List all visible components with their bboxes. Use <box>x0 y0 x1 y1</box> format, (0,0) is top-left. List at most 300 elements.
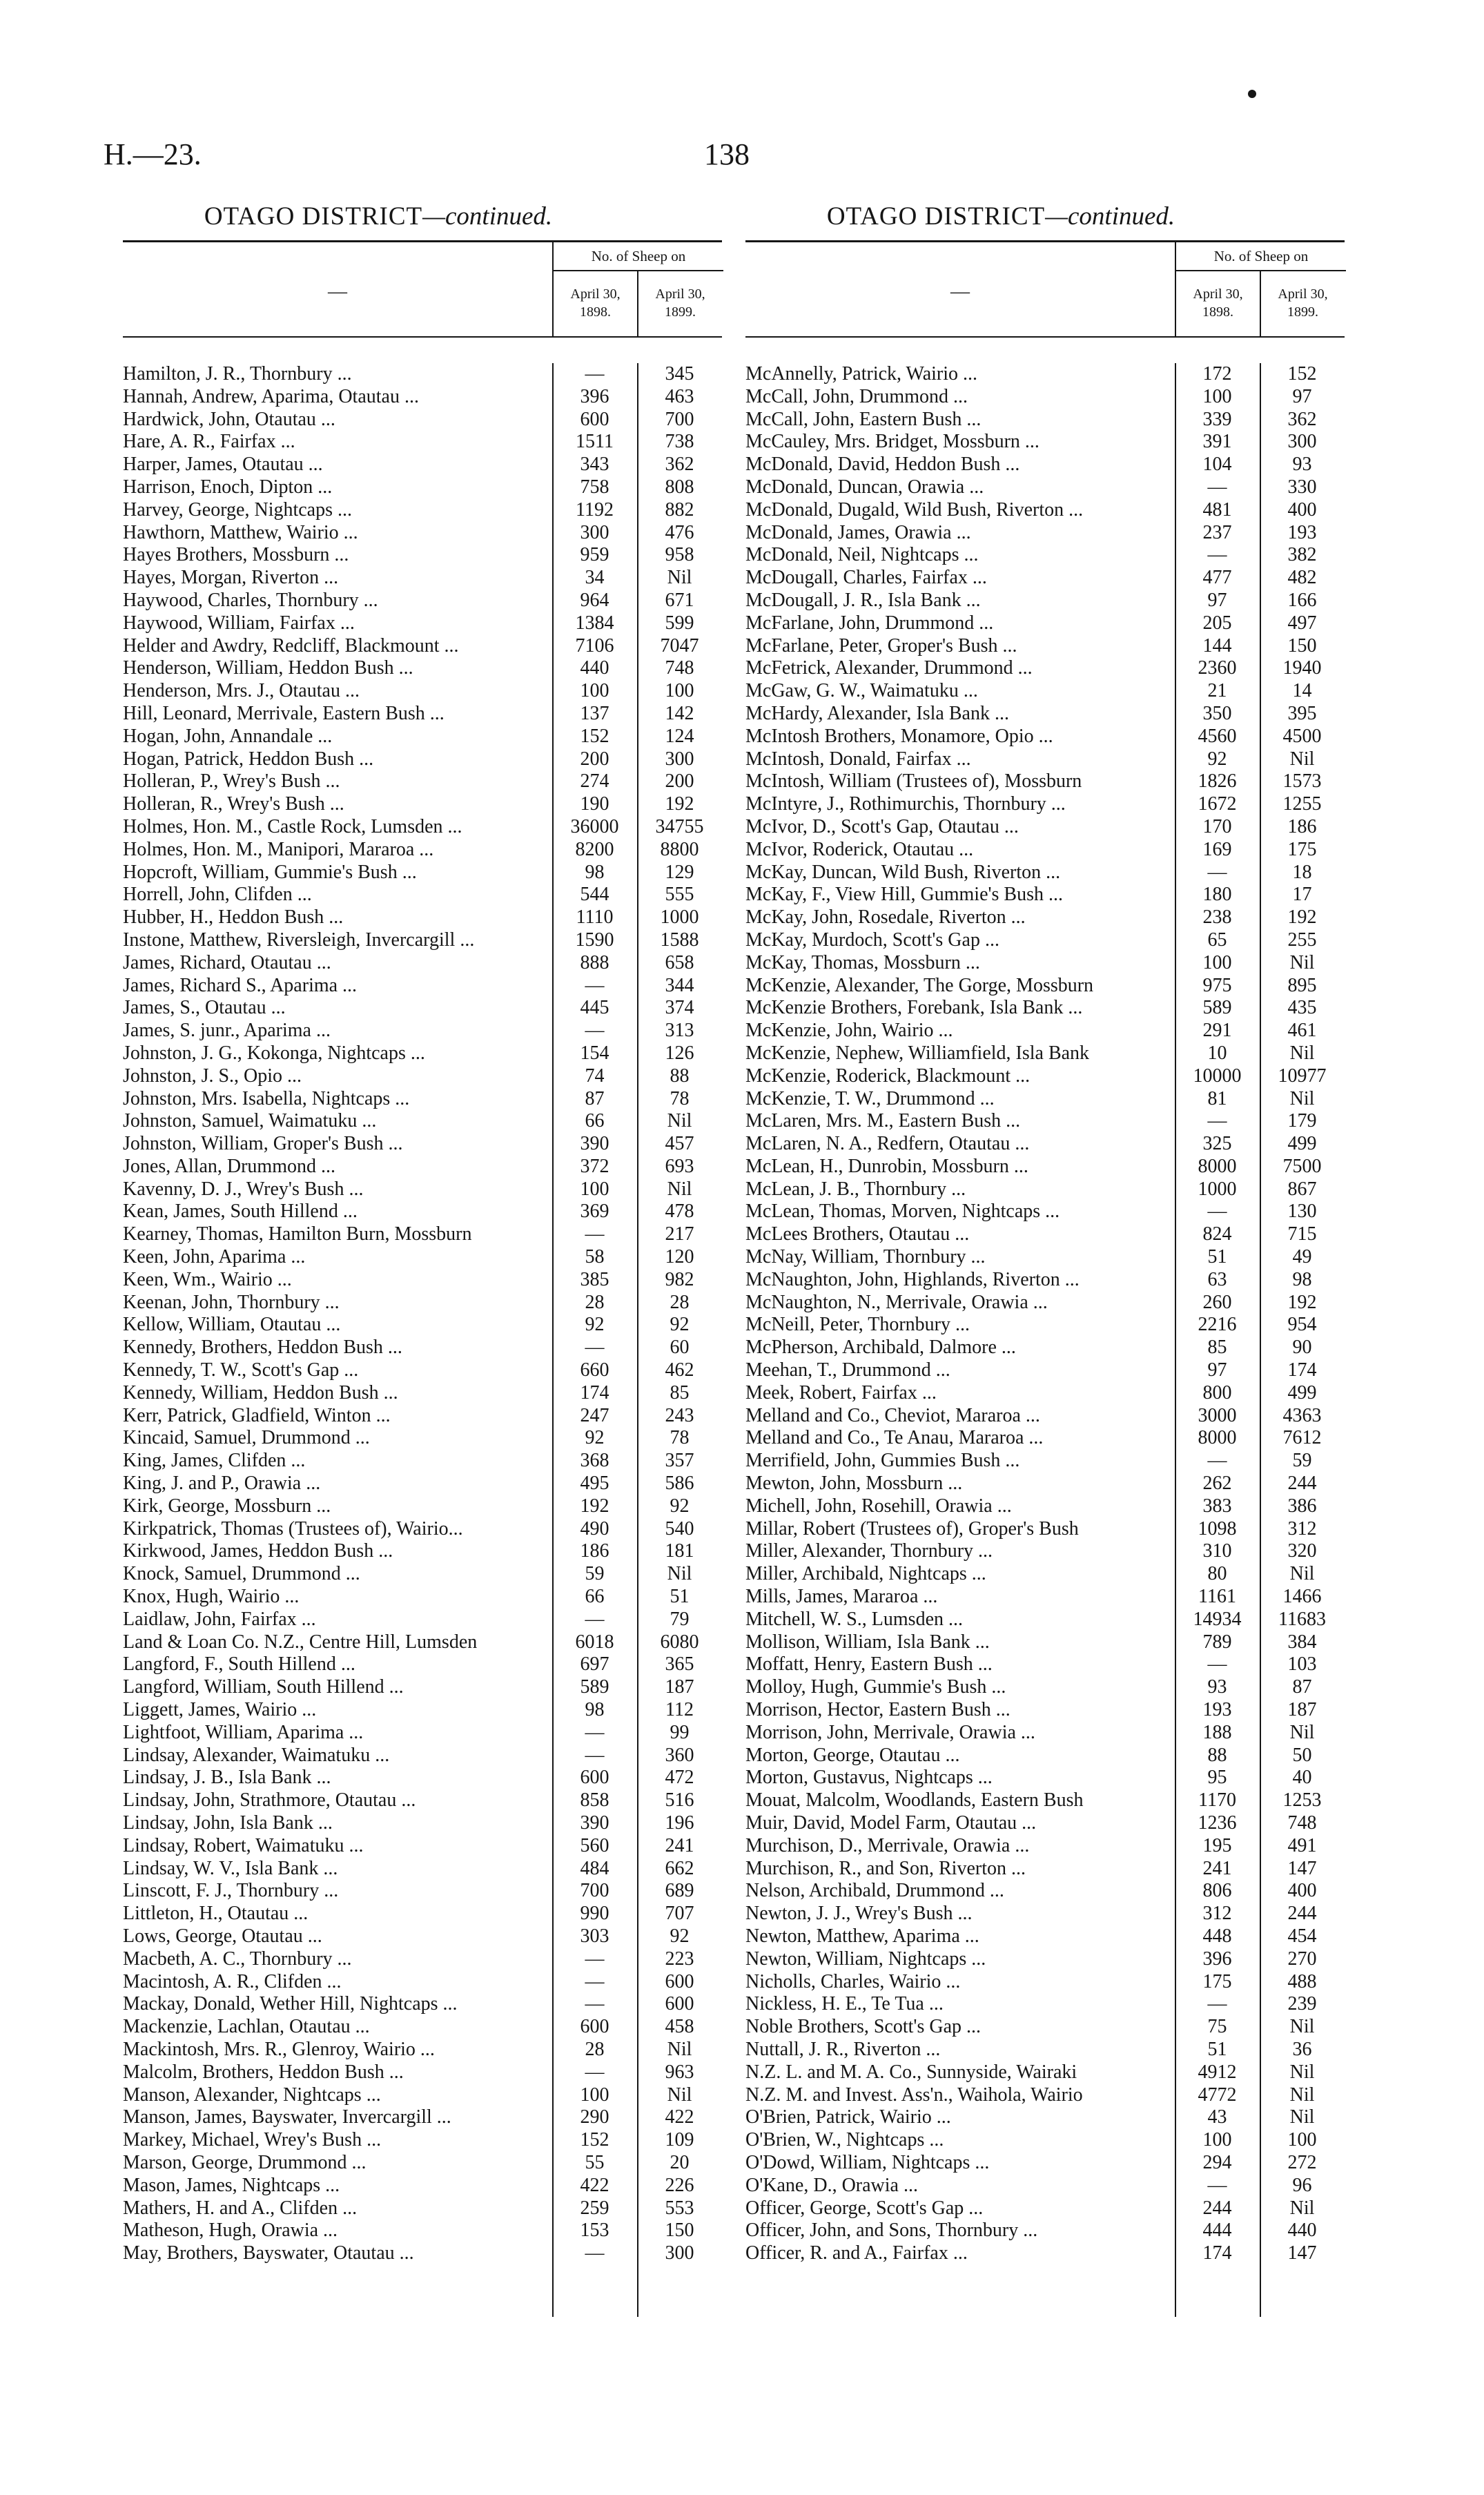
sheep-1898: 92 <box>585 1314 605 1336</box>
sheep-1898: 205 <box>1202 612 1232 634</box>
sheep-1898: 440 <box>580 657 609 679</box>
sheep-1899: 600 <box>665 1993 694 2015</box>
owner-name: Lindsay, John, Isla Bank ... <box>123 1812 333 1834</box>
sheep-1898: 1590 <box>575 929 614 951</box>
owner-name: Miller, Archibald, Nightcaps ... <box>745 1563 986 1585</box>
owner-name: Nicholls, Charles, Wairio ... <box>745 1970 961 1992</box>
right-group-header: No. of Sheep on <box>1175 242 1346 271</box>
table-row <box>745 1246 1345 1269</box>
sheep-1899: 1466 <box>1282 1586 1322 1608</box>
table-row <box>123 1178 722 1201</box>
owner-name: Officer, R. and A., Fairfax ... <box>745 2242 968 2264</box>
sheep-1899: 181 <box>665 1540 694 1562</box>
sheep-1898: 396 <box>580 385 609 407</box>
owner-name: McLaren, Mrs. M., Eastern Bush ... <box>745 1110 1021 1132</box>
sheep-1898: 152 <box>580 2129 609 2151</box>
sheep-1899: 658 <box>665 951 694 973</box>
owner-name: King, James, Clifden ... <box>123 1450 306 1472</box>
sheep-1898: 193 <box>1202 1699 1232 1721</box>
table-row <box>745 1699 1345 1722</box>
owner-name: Langford, F., South Hillend ... <box>123 1653 355 1676</box>
sheep-1898: 422 <box>580 2174 609 2196</box>
owner-name: McGaw, G. W., Waimatuku ... <box>745 680 978 702</box>
sheep-1899: 395 <box>1287 702 1317 724</box>
sheep-1898: 1170 <box>1198 1789 1236 1812</box>
table-row <box>123 862 722 884</box>
sheep-1898: 188 <box>1202 1721 1232 1743</box>
owner-name: Nuttall, J. R., Riverton ... <box>745 2038 941 2060</box>
owner-name: Mewton, John, Mossburn ... <box>745 1473 963 1495</box>
sheep-1899: 8800 <box>660 838 699 860</box>
sheep-1899: 357 <box>665 1450 694 1472</box>
sheep-1899: Nil <box>667 1178 692 1200</box>
owner-name: Haywood, Charles, Thornbury ... <box>123 589 378 611</box>
owner-name: Henderson, William, Heddon Bush ... <box>123 657 413 679</box>
table-row <box>745 522 1345 545</box>
sheep-1899: 472 <box>665 1767 694 1789</box>
sheep-1898: 174 <box>580 1381 609 1404</box>
table-row <box>123 657 722 680</box>
table-row <box>745 1631 1345 1654</box>
sheep-1898: 170 <box>1202 815 1232 837</box>
sheep-1898: — <box>585 974 605 996</box>
table-row <box>745 2016 1345 2039</box>
table-row <box>123 2039 722 2061</box>
sheep-1898: — <box>1207 1201 1227 1223</box>
sheep-1899: 244 <box>1287 1903 1317 1925</box>
sheep-1898: — <box>585 1223 605 1245</box>
owner-name: Muir, David, Model Farm, Otautau ... <box>745 1812 1037 1834</box>
owner-name: Kirkpatrick, Thomas (Trustees of), Wairio... <box>123 1517 463 1540</box>
table-row <box>745 1789 1345 1812</box>
sheep-1898: 560 <box>580 1834 609 1856</box>
owner-name: Helder and Awdry, Redcliff, Blackmount ... <box>123 634 459 657</box>
sheep-1898: 1098 <box>1198 1517 1237 1540</box>
owner-name: Holmes, Hon. M., Castle Rock, Lumsden ... <box>123 815 462 837</box>
sheep-1899: 553 <box>665 2197 694 2219</box>
owner-name: McCauley, Mrs. Bridget, Mossburn ... <box>745 431 1039 453</box>
sheep-1898: 339 <box>1202 408 1232 430</box>
owner-name: McDonald, Duncan, Orawia ... <box>745 476 984 498</box>
table-row <box>745 2084 1345 2107</box>
sheep-1899: 482 <box>1287 567 1317 589</box>
owner-name: Kennedy, William, Heddon Bush ... <box>123 1381 398 1404</box>
sheep-1899: 142 <box>665 702 694 724</box>
table-row <box>745 2129 1345 2152</box>
sheep-1899: 1573 <box>1282 770 1322 793</box>
sheep-1898: 244 <box>1202 2197 1232 2219</box>
table-row <box>123 1042 722 1065</box>
owner-name: Laidlaw, John, Fairfax ... <box>123 1608 316 1630</box>
sheep-1898: 55 <box>585 2151 605 2173</box>
table-row <box>123 1653 722 1676</box>
owner-name: Johnston, Samuel, Waimatuku ... <box>123 1110 377 1132</box>
table-row <box>123 1020 722 1042</box>
left-table-header <box>123 240 722 338</box>
owner-name: James, Richard S., Aparima ... <box>123 974 358 996</box>
sheep-1899: 382 <box>1287 544 1317 566</box>
sheep-1899: 150 <box>665 2220 694 2242</box>
owner-name: Murchison, R., and Son, Riverton ... <box>745 1857 1026 1879</box>
sheep-1898: 2360 <box>1198 657 1237 679</box>
table-row <box>123 1722 722 1745</box>
sheep-1898: — <box>1207 2174 1227 2196</box>
owner-name: McDonald, Dugald, Wild Bush, Riverton ... <box>745 498 1084 521</box>
sheep-1899: 7047 <box>660 634 699 657</box>
sheep-1899: 92 <box>670 1495 690 1517</box>
owner-name: McIntyre, J., Rothimurchis, Thornbury ... <box>745 793 1066 815</box>
sheep-1899: 1588 <box>660 929 699 951</box>
sheep-1898: 1161 <box>1198 1586 1236 1608</box>
table-row <box>745 1178 1345 1201</box>
table-row <box>745 454 1345 476</box>
sheep-1898: 104 <box>1202 454 1232 476</box>
sheep-1898: 154 <box>580 1042 609 1064</box>
sheep-1898: 259 <box>580 2197 609 2219</box>
owner-name: McDougall, J. R., Isla Bank ... <box>745 589 981 611</box>
sheep-1898: 66 <box>585 1110 605 1132</box>
right-col-a-header: April 30, 1898. <box>1175 271 1260 336</box>
sheep-1899: 435 <box>1287 997 1317 1019</box>
owner-name: Henderson, Mrs. J., Otautau ... <box>123 680 360 702</box>
sheep-1899: 223 <box>665 1948 694 1970</box>
sheep-1898: 3000 <box>1198 1404 1237 1426</box>
sheep-1898: 600 <box>580 1767 609 1789</box>
table-row <box>745 1133 1345 1156</box>
owner-name: McDougall, Charles, Fairfax ... <box>745 567 987 589</box>
sheep-1899: 478 <box>665 1201 694 1223</box>
table-row <box>745 1473 1345 1495</box>
owner-name: McFetrick, Alexander, Drummond ... <box>745 657 1033 679</box>
sheep-1899: 28 <box>670 1291 690 1313</box>
table-row <box>123 929 722 952</box>
owner-name: McKenzie Brothers, Forebank, Isla Bank ... <box>745 997 1083 1019</box>
table-row <box>123 1223 722 1246</box>
table-row <box>123 2242 722 2265</box>
owner-name: Harrison, Enoch, Dipton ... <box>123 476 333 498</box>
owner-name: Hubber, H., Heddon Bush ... <box>123 906 344 929</box>
sheep-1898: 174 <box>1202 2242 1232 2264</box>
table-row <box>123 544 722 567</box>
owner-name: Morton, Gustavus, Nightcaps ... <box>745 1767 993 1789</box>
sheep-1899: 454 <box>1287 1925 1317 1947</box>
table-row <box>745 1223 1345 1246</box>
owner-name: McDonald, James, Orawia ... <box>745 521 971 543</box>
sheep-1898: 600 <box>580 2016 609 2038</box>
table-row <box>123 1156 722 1178</box>
sheep-1899: 895 <box>1287 974 1317 996</box>
sheep-1899: Nil <box>1289 2106 1315 2128</box>
sheep-1899: 497 <box>1287 612 1317 634</box>
table-row <box>123 770 722 793</box>
sheep-1899: 313 <box>665 1020 694 1042</box>
table-row <box>745 363 1345 386</box>
owner-name: Kellow, William, Otautau ... <box>123 1314 341 1336</box>
sheep-1898: 477 <box>1202 567 1232 589</box>
sheep-1898: 262 <box>1202 1473 1232 1495</box>
sheep-1899: 491 <box>1287 1834 1317 1856</box>
sheep-1899: 97 <box>1292 385 1312 407</box>
sheep-1898: 28 <box>585 2038 605 2060</box>
sheep-1899: 20 <box>670 2151 690 2173</box>
owner-name: Johnston, William, Groper's Bush ... <box>123 1133 403 1155</box>
sheep-1898: 544 <box>580 884 609 906</box>
table-row <box>745 1812 1345 1835</box>
sheep-1899: Nil <box>1289 2016 1315 2038</box>
sheep-1899: 671 <box>665 589 694 611</box>
sheep-1899: 384 <box>1287 1631 1317 1653</box>
sheep-1899: 36 <box>1292 2038 1312 2060</box>
sheep-1898: 92 <box>585 1427 605 1449</box>
sheep-1898: 21 <box>1207 680 1227 702</box>
owner-name: McKay, John, Rosedale, Riverton ... <box>745 906 1026 929</box>
table-row <box>745 1858 1345 1881</box>
table-row <box>745 1903 1345 1925</box>
owner-name: Kirkwood, James, Heddon Bush ... <box>123 1540 393 1562</box>
sheep-1899: 312 <box>1287 1517 1317 1540</box>
owner-name: Horrell, John, Clifden ... <box>123 884 312 906</box>
table-row <box>745 680 1345 703</box>
sheep-1898: 238 <box>1202 906 1232 929</box>
sheep-1898: 100 <box>580 2084 609 2106</box>
sheep-1899: Nil <box>1289 1721 1315 1743</box>
table-row <box>123 2016 722 2039</box>
sheep-1899: Nil <box>1289 1087 1315 1109</box>
owner-name: Lindsay, Robert, Waimatuku ... <box>123 1834 364 1856</box>
table-row <box>745 1065 1345 1088</box>
owner-name: Morrison, Hector, Eastern Bush ... <box>745 1699 1011 1721</box>
sheep-1898: 241 <box>1202 1857 1232 1879</box>
table-row <box>123 1812 722 1835</box>
owner-name: McIntosh Brothers, Monamore, Opio ... <box>745 725 1053 747</box>
owner-name: McKay, Duncan, Wild Bush, Riverton ... <box>745 861 1061 883</box>
sheep-1899: 18 <box>1292 861 1312 883</box>
owner-name: Marson, George, Drummond ... <box>123 2151 367 2173</box>
table-row <box>745 1653 1345 1676</box>
sheep-1899: 79 <box>670 1608 690 1630</box>
page-ref: H.—23. <box>104 137 202 171</box>
table-row <box>123 1609 722 1631</box>
left-name-header: — <box>328 281 347 302</box>
owner-name: Lindsay, John, Strathmore, Otautau ... <box>123 1789 416 1812</box>
table-row <box>745 929 1345 952</box>
sheep-1898: 100 <box>1202 2129 1232 2151</box>
owner-name: Hawthorn, Matthew, Wairio ... <box>123 521 358 543</box>
sheep-1899: 344 <box>665 974 694 996</box>
table-row <box>123 1767 722 1789</box>
sheep-1899: 51 <box>670 1586 690 1608</box>
owner-name: O'Kane, D., Orawia ... <box>745 2174 918 2196</box>
sheep-1899: 166 <box>1287 589 1317 611</box>
sheep-1899: 96 <box>1292 2174 1312 2196</box>
sheep-1898: 172 <box>1202 363 1232 385</box>
owner-name: Hamilton, J. R., Thornbury ... <box>123 363 352 385</box>
left-col-b-header: April 30, 1899. <box>637 271 722 336</box>
table-row <box>123 1201 722 1223</box>
table-row <box>745 1427 1345 1450</box>
sheep-1898: 175 <box>1202 1970 1232 1992</box>
table-row <box>745 2106 1345 2129</box>
sheep-1898: — <box>585 1970 605 1992</box>
sheep-1899: 270 <box>1287 1948 1317 1970</box>
table-row <box>745 816 1345 839</box>
table-row <box>123 816 722 839</box>
owner-name: Hogan, John, Annandale ... <box>123 725 333 747</box>
sheep-1898: 274 <box>580 770 609 793</box>
owner-name: Keen, John, Aparima ... <box>123 1246 306 1268</box>
owner-name: McFarlane, John, Drummond ... <box>745 612 994 634</box>
owner-name: Mitchell, W. S., Lumsden ... <box>745 1608 963 1630</box>
table-row <box>745 657 1345 680</box>
owner-name: Holmes, Hon. M., Manipori, Mararoa ... <box>123 838 434 860</box>
table-row <box>123 975 722 998</box>
table-row <box>123 431 722 454</box>
sheep-1899: 1253 <box>1282 1789 1322 1812</box>
owner-name: Michell, John, Rosehill, Orawia ... <box>745 1495 1012 1517</box>
sheep-1898: 98 <box>585 861 605 883</box>
sheep-1898: 481 <box>1202 498 1232 521</box>
table-row <box>123 997 722 1020</box>
sheep-1899: 17 <box>1292 884 1312 906</box>
sheep-1898: 137 <box>580 702 609 724</box>
table-row <box>745 2175 1345 2197</box>
owner-name: Hannah, Andrew, Aparima, Otautau ... <box>123 385 419 407</box>
owner-name: Johnston, Mrs. Isabella, Nightcaps ... <box>123 1087 410 1109</box>
sheep-1899: 87 <box>1292 1676 1312 1698</box>
table-row <box>745 1540 1345 1563</box>
sheep-1899: 99 <box>670 1721 690 1743</box>
sheep-1898: 824 <box>1202 1223 1232 1245</box>
sheep-1899: 120 <box>665 1246 694 1268</box>
table-row <box>123 1676 722 1699</box>
table-row <box>123 1382 722 1405</box>
owner-name: McFarlane, Peter, Groper's Bush ... <box>745 634 1017 657</box>
sheep-1898: 495 <box>580 1473 609 1495</box>
sheep-1898: 100 <box>580 1178 609 1200</box>
right-name-header: — <box>950 281 970 302</box>
table-row <box>745 1518 1345 1541</box>
sheep-1899: 193 <box>1287 521 1317 543</box>
owner-name: Kerr, Patrick, Gladfield, Winton ... <box>123 1404 391 1426</box>
table-row <box>745 590 1345 612</box>
sheep-1898: — <box>585 2061 605 2083</box>
table-row <box>123 2152 722 2175</box>
sheep-1899: 689 <box>665 1880 694 1902</box>
sheep-1899: Nil <box>1289 748 1315 770</box>
owner-name: Lightfoot, William, Aparima ... <box>123 1721 364 1743</box>
owner-name: Miller, Alexander, Thornbury ... <box>745 1540 993 1562</box>
table-row <box>123 454 722 476</box>
table-row <box>745 1382 1345 1405</box>
table-row <box>123 1314 722 1337</box>
owner-name: McDonald, David, Heddon Bush ... <box>745 454 1020 476</box>
owner-name: Nelson, Archibald, Drummond ... <box>745 1880 1004 1902</box>
sheep-1898: 1000 <box>1198 1178 1237 1200</box>
table-row <box>123 1835 722 1858</box>
sheep-1899: 78 <box>670 1087 690 1109</box>
sheep-1898: 93 <box>1207 1676 1227 1698</box>
table-row <box>123 2129 722 2152</box>
table-row <box>745 1722 1345 1745</box>
sheep-1898: 697 <box>580 1653 609 1676</box>
owner-name: Newton, J. J., Wrey's Bush ... <box>745 1903 973 1925</box>
sheep-1898: 303 <box>580 1925 609 1947</box>
sheep-1899: Nil <box>667 567 692 589</box>
sheep-1898: 28 <box>585 1291 605 1313</box>
owner-name: James, S. junr., Aparima ... <box>123 1020 331 1042</box>
owner-name: Mackintosh, Mrs. R., Glenroy, Wairio ... <box>123 2038 435 2060</box>
table-row <box>745 952 1345 975</box>
owner-name: McKenzie, Roderick, Blackmount ... <box>745 1065 1031 1087</box>
table-row <box>745 2242 1345 2265</box>
owner-name: King, J. and P., Orawia ... <box>123 1473 321 1495</box>
table-row <box>123 1450 722 1473</box>
right-rows <box>745 363 1345 2265</box>
owner-name: Mouat, Malcolm, Woodlands, Eastern Bush <box>745 1789 1084 1812</box>
owner-name: Harvey, George, Nightcaps ... <box>123 498 353 521</box>
sheep-1898: — <box>585 1337 605 1359</box>
sheep-1898: 4560 <box>1198 725 1237 747</box>
table-row <box>745 1110 1345 1133</box>
sheep-1899: 499 <box>1287 1133 1317 1155</box>
sheep-1898: 92 <box>1207 748 1227 770</box>
owner-name: Murchison, D., Merrivale, Orawia ... <box>745 1834 1030 1856</box>
sheep-1899: 50 <box>1292 1744 1312 1766</box>
table-row <box>745 1337 1345 1359</box>
sheep-1898: 806 <box>1202 1880 1232 1902</box>
owner-name: Kavenny, D. J., Wrey's Bush ... <box>123 1178 364 1200</box>
owner-name: McKenzie, Nephew, Williamfield, Isla Bank <box>745 1042 1090 1064</box>
sheep-1899: 300 <box>665 2242 694 2264</box>
sheep-1899: 196 <box>665 1812 694 1834</box>
table-row <box>745 975 1345 998</box>
left-group-header: No. of Sheep on <box>552 242 723 271</box>
table-row <box>123 2084 722 2107</box>
sheep-1899: 175 <box>1287 838 1317 860</box>
table-row <box>123 1789 722 1812</box>
sheep-1899: 34755 <box>655 815 704 837</box>
owner-name: Merrifield, John, Gummies Bush ... <box>745 1450 1020 1472</box>
owner-name: McDonald, Neil, Nightcaps ... <box>745 544 979 566</box>
table-row <box>123 1540 722 1563</box>
sheep-1899: 963 <box>665 2061 694 2083</box>
sheep-1899: 555 <box>665 884 694 906</box>
sheep-1899: 147 <box>1287 2242 1317 2264</box>
table-row <box>123 726 722 748</box>
table-row <box>745 2152 1345 2175</box>
sheep-1899: 362 <box>1287 408 1317 430</box>
owner-name: Macbeth, A. C., Thornbury ... <box>123 1948 352 1970</box>
owner-name: Officer, John, and Sons, Thornbury ... <box>745 2220 1038 2242</box>
table-row <box>745 770 1345 793</box>
sheep-1899: 187 <box>1287 1699 1317 1721</box>
owner-name: McCall, John, Eastern Bush ... <box>745 408 982 430</box>
sheep-1899: 882 <box>665 498 694 521</box>
table-row <box>123 386 722 409</box>
table-row <box>123 1631 722 1654</box>
table-row <box>123 952 722 975</box>
sheep-1899: 7612 <box>1282 1427 1322 1449</box>
sheep-1899: 6080 <box>660 1631 699 1653</box>
sheep-1898: 75 <box>1207 2016 1227 2038</box>
sheep-1898: 59 <box>585 1563 605 1585</box>
sheep-1898: 660 <box>580 1359 609 1381</box>
owner-name: Mathers, H. and A., Clifden ... <box>123 2197 358 2219</box>
left-rows <box>123 363 722 2265</box>
table-row <box>123 1518 722 1541</box>
owner-name: McHardy, Alexander, Isla Bank ... <box>745 702 1009 724</box>
sheep-1898: 100 <box>1202 385 1232 407</box>
